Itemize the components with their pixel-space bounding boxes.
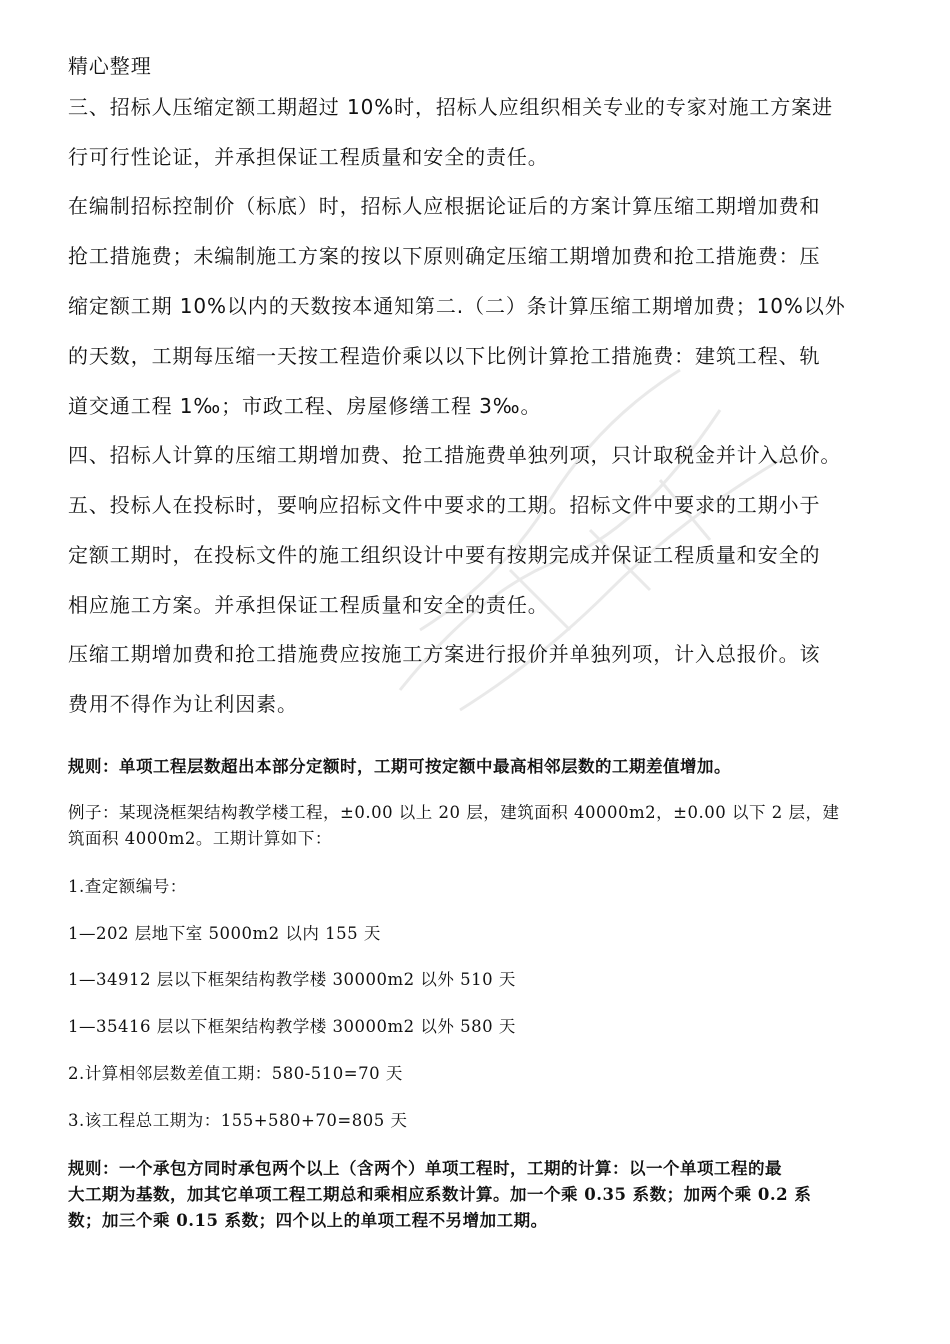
calc-step: 2.计算相邻层数差值工期：580-510=70 天 xyxy=(68,1064,403,1083)
paragraph-line: 道交通工程 1‰；市政工程、房屋修缮工程 3‰。 xyxy=(68,394,542,418)
paragraph-line: 费用不得作为让利因素。 xyxy=(68,692,298,716)
rule-heading: 数；加三个乘 0.15 系数；四个以上的单项工程不另增加工期。 xyxy=(68,1211,548,1230)
rule-heading: 规则：单项工程层数超出本部分定额时，工期可按定额中最高相邻层数的工期差值增加。 xyxy=(68,757,731,776)
paragraph-line: 相应施工方案。并承担保证工程质量和安全的责任。 xyxy=(68,593,549,617)
calc-step: 1—34912 层以下框架结构教学楼 30000m2 以外 510 天 xyxy=(68,970,516,989)
paragraph-line: 定额工期时，在投标文件的施工组织设计中要有按期完成并保证工程质量和安全的 xyxy=(68,543,821,567)
calc-step: 3.该工程总工期为：155+580+70=805 天 xyxy=(68,1111,408,1130)
paragraph-line: 五、投标人在投标时，要响应招标文件中要求的工期。招标文件中要求的工期小于 xyxy=(68,493,821,517)
header-label: 精心整理 xyxy=(68,54,152,78)
paragraph-line: 三、招标人压缩定额工期超过 10%时，招标人应组织相关专业的专家对施工方案进 xyxy=(68,95,834,119)
paragraph-line: 的天数，工期每压缩一天按工程造价乘以以下比例计算抢工措施费：建筑工程、轨 xyxy=(68,344,821,368)
rule-heading: 大工期为基数，加其它单项工程工期总和乘相应系数计算。加一个乘 0.35 系数；加两个乘 0.2 系 xyxy=(68,1185,812,1204)
paragraph-line: 四、招标人计算的压缩工期增加费、抢工措施费单独列项，只计取税金并计入总价。 xyxy=(68,443,842,467)
paragraph-line: 抢工措施费；未编制施工方案的按以下原则确定压缩工期增加费和抢工措施费：压 xyxy=(68,244,821,268)
calc-step: 1—35416 层以下框架结构教学楼 30000m2 以外 580 天 xyxy=(68,1017,516,1036)
example-line: 例子：某现浇框架结构教学楼工程，±0.00 以上 20 层，建筑面积 40000m2，±0.00 以下 2 层，建 xyxy=(68,803,840,822)
calc-step: 1—202 层地下室 5000m2 以内 155 天 xyxy=(68,924,381,943)
rule-heading: 规则：一个承包方同时承包两个以上（含两个）单项工程时，工期的计算：以一个单项工程的最 xyxy=(68,1159,782,1178)
paragraph-line: 缩定额工期 10%以内的天数按本通知第二.（二）条计算压缩工期增加费；10%以外 xyxy=(68,294,846,318)
paragraph-line: 在编制招标控制价（标底）时，招标人应根据论证后的方案计算压缩工期增加费和 xyxy=(68,194,821,218)
example-line: 筑面积 4000m2。工期计算如下： xyxy=(68,829,332,848)
calc-step: 1.查定额编号： xyxy=(68,877,187,896)
paragraph-line: 行可行性论证，并承担保证工程质量和安全的责任。 xyxy=(68,145,549,169)
paragraph-line: 压缩工期增加费和抢工措施费应按施工方案进行报价并单独列项，计入总报价。该 xyxy=(68,642,821,666)
